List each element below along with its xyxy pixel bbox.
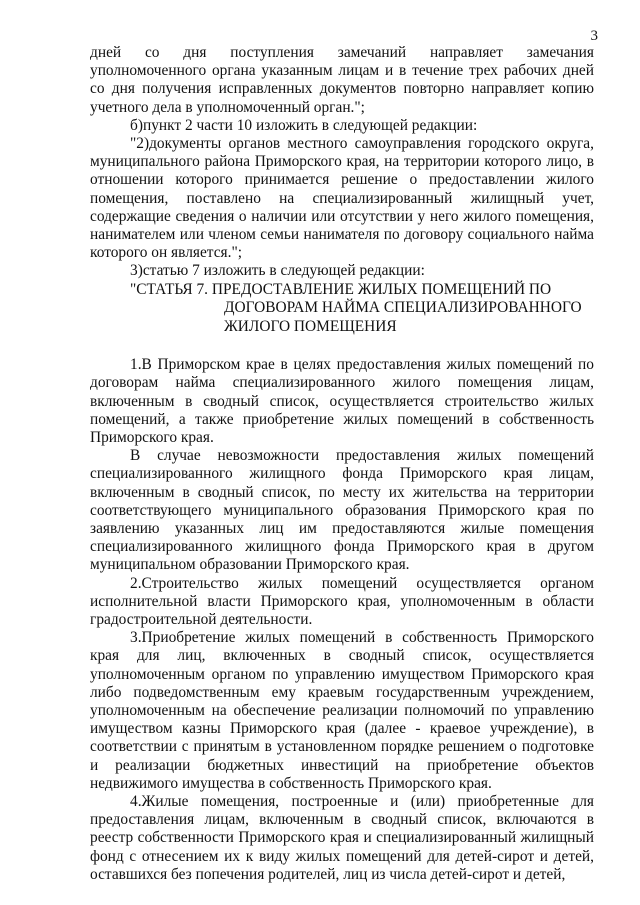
paragraph: "2)документы органов местного самоуправления городского округа, муниципального района Приморского края, на территории которого лицо, в отношении которого принимается решение о предоставлении жилого помещения, поставлено на специализированный жилищный учет, содержащие сведения о наличии или отсутствии у него жилого помещения, нанимателем или членом семьи нанимателя по договору социального найма которого он является.";	[90, 135, 594, 262]
article-heading-line: ЖИЛОГО ПОМЕЩЕНИЯ	[224, 317, 397, 335]
page-number: 3	[590, 28, 598, 44]
article-paragraph: 4.Жилые помещения, построенные и (или) приобретенные для предоставления лицам, включенным в сводный список, включаются в реестр собственности Приморского края и специализированный жилищный фонд с отнесением их к виду жилых помещений для детей-сирот и детей, оставшихся без попечения родителей, лиц из числа детей-сирот и детей,	[90, 793, 594, 883]
paragraph: 3)статью 7 изложить в следующей редакции:	[130, 262, 425, 280]
paragraph: дней со дня поступления замечаний направляет замечания уполномоченного органа указанным лицам и в течение трех рабочих дней со дня получения исправленных документов повторно направляет копию учетного дела в уполномоченный орган.";	[90, 44, 594, 116]
document-body	[90, 44, 594, 884]
article-paragraph: 3.Приобретение жилых помещений в собственность Приморского края для лиц, включенных в сводный список, осуществляется уполномоченным органом по управлению имуществом Приморского края либо подведомственным ему краевым государственным учреждением, уполномоченным на обеспечение реализации полномочий по управлению имуществом казны Приморского края (далее - краевое учреждение), в соответствии с принятым в установленном порядке решением о подготовке и реализации бюджетных инвестиций на приобретение объектов недвижимого имущества в собственность Приморского края.	[90, 629, 594, 792]
paragraph: б)пункт 2 части 10 изложить в следующей редакции:	[130, 116, 478, 134]
article-paragraph: В случае невозможности предоставления жилых помещений специализированного жилищного фонда Приморского края лицам, включенным в сводный список, по месту их жительства на территории соответствующего муниципального образования Приморского края по заявлению указанных лиц им предоставляются жилые помещения специализированного жилищного фонда Приморского края в другом муниципальном образовании Приморского края.	[90, 447, 594, 574]
article-paragraph: 1.В Приморском крае в целях предоставления жилых помещений по договорам найма специализированного жилого помещения лицам, включенным в сводный список, осуществляется строительство жилых помещений, а также приобретение жилых помещений в собственность Приморского края.	[90, 356, 594, 446]
article-paragraph: 2.Строительство жилых помещений осуществляется органом исполнительной власти Приморского края, уполномоченным в области градостроительной деятельности.	[90, 574, 594, 628]
article-heading-line: "СТАТЬЯ 7. ПРЕДОСТАВЛЕНИЕ ЖИЛЫХ ПОМЕЩЕНИЙ ПО	[130, 280, 552, 298]
article-heading-line: ДОГОВОРАМ НАЙМА СПЕЦИАЛИЗИРОВАННОГО	[224, 299, 582, 317]
spacer	[90, 336, 594, 356]
